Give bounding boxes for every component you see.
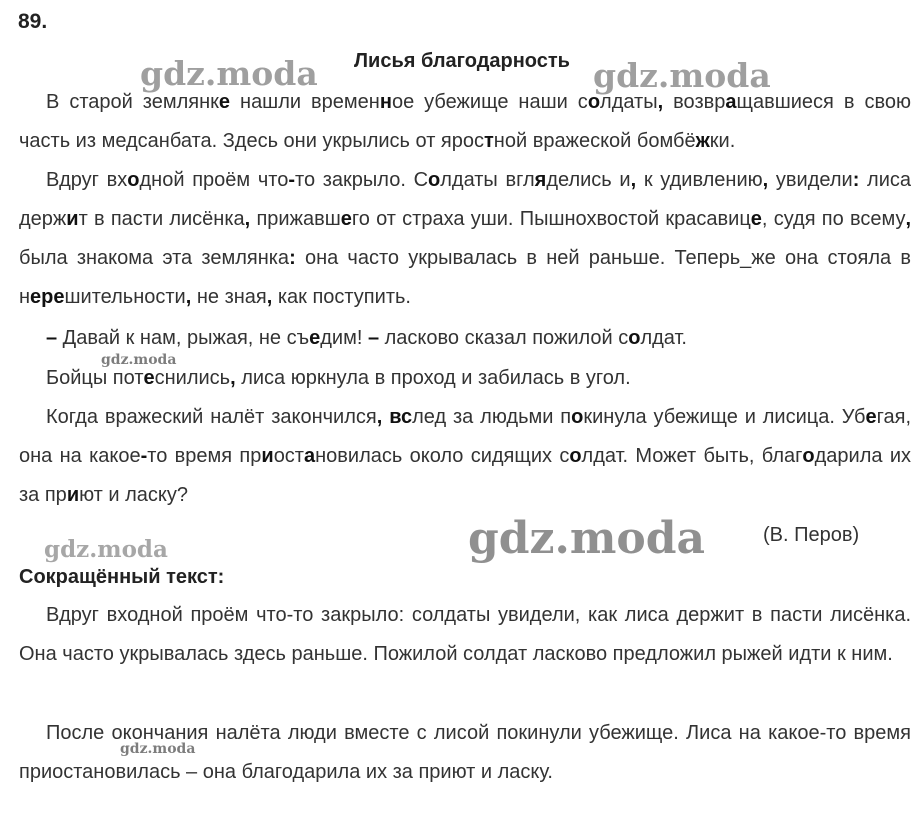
story-title: Лисья благодарность — [354, 50, 570, 72]
watermark: gdz.moda — [593, 56, 771, 95]
story-paragraph-1: В старой землянке нашли временное убежище наши солдаты, возвращавшиеся в свою часть из медсанбата. Здесь они укрылись от яростной вражеской бомбёжки. — [19, 91, 911, 152]
story-paragraph-5: Когда вражеский налёт закончился, вслед за людьми покинула убежище и лисица. Убегая, она на какое-то время приостановилась около сидящих солдат. Может быть, благодарила их за приют и ласку? — [19, 406, 912, 506]
summary-paragraph-1: Вдруг входной проём что-то закрыло: солдаты увидели, как лиса держит в пасти лисёнка. Она часто укрывалась здесь раньше. Пожилой солдат ласково предложил рыжей идти к ним. — [19, 604, 911, 665]
summary-heading: Сокращённый текст: — [19, 566, 225, 588]
watermark: gdz.moda — [140, 54, 318, 93]
story-paragraph-3: – Давай к нам, рыжая, не съедим! – ласково сказал пожилой солдат. — [46, 327, 687, 349]
summary-paragraph-2: После окончания налёта люди вместе с лисой покинули убежище. Лиса на какое-то время приостановилась – она благодарила их за приют и ласку. — [19, 722, 911, 783]
watermark: gdz.moda — [44, 536, 168, 563]
watermark: gdz.moda — [468, 513, 706, 564]
watermark: gdz.moda — [120, 741, 196, 757]
exercise-number: 89. — [18, 10, 48, 33]
story-paragraph-4: Бойцы потеснились, лиса юркнула в проход и забилась в угол. — [46, 367, 631, 389]
author-attribution: (В. Перов) — [763, 524, 860, 546]
story-paragraph-2: Вдруг входной проём что-то закрыло. Солдаты вгляделись и, к удивлению, увидели: лиса держит в пасти лисёнка, прижавшего от страха уши. Пышнохвостой красавице, судя по всему, была знакома эта землянка: она часто укрывалась в ней раньше. Теперь_же она стояла в нерешительности, не зная, как поступить. — [19, 169, 912, 308]
watermark: gdz.moda — [101, 352, 177, 368]
